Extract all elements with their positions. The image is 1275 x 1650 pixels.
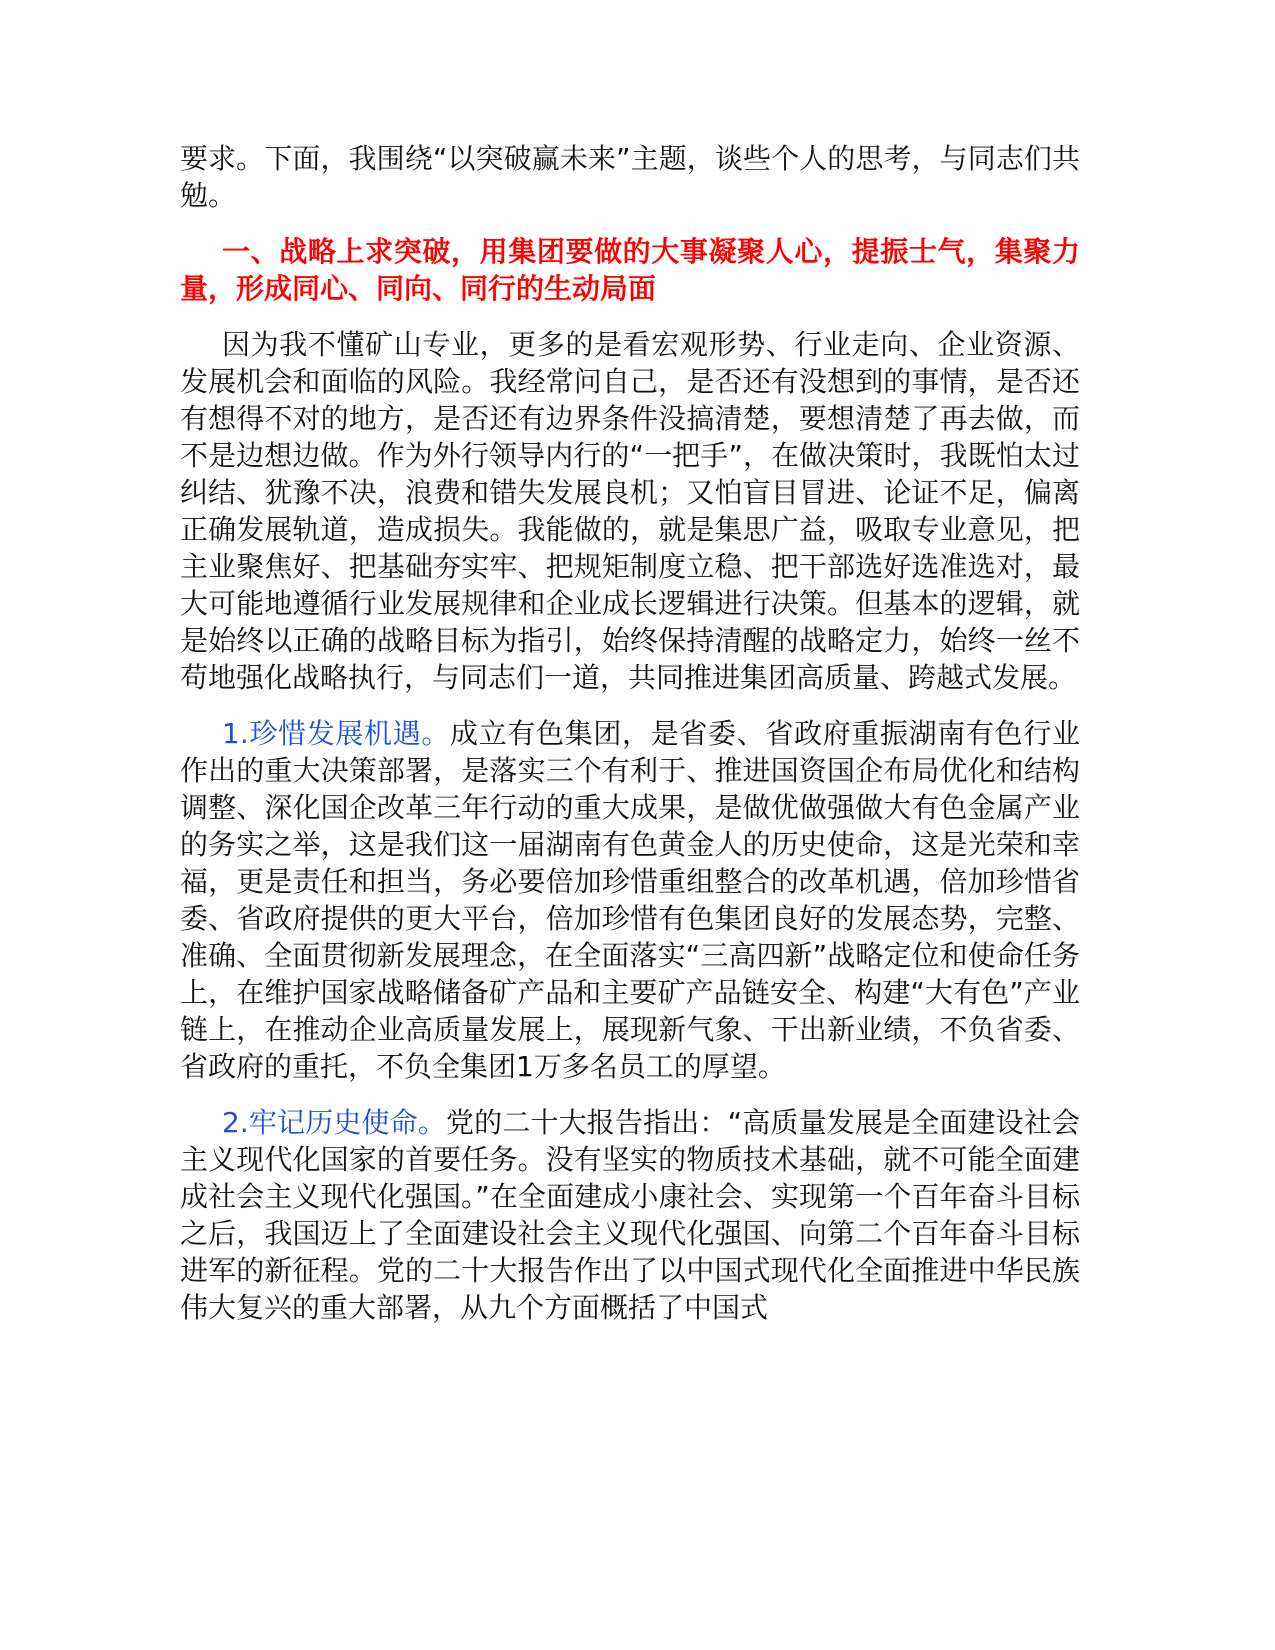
paragraph-historic-mission — [180, 1104, 1080, 1326]
paragraph-cherish-opportunity — [180, 715, 1080, 1085]
subheading-historic-mission: 2.牢记历史使命。 — [222, 1106, 446, 1139]
paragraph-body: 党的二十大报告指出：“高质量发展是全面建设社会主义现代化国家的首要任务。没有坚实的物质技术基础，就不可能全面建成社会主义现代化强国。”在全面建成小康社会、实现第一个百年奋斗目标之后，我国迈上了全面建设社会主义现代化强国、向第二个百年奋斗目标进军的新征程。党的二十大报告作出了以中国式现代化全面推进中华民族伟大复兴的重大部署，从九个方面概括了中国式 — [180, 1106, 1081, 1324]
subheading-cherish-opportunity: 1.珍惜发展机遇。 — [222, 717, 451, 750]
paragraph-strategy-intro: 因为我不懂矿山专业，更多的是看宏观形势、行业走向、企业资源、发展机会和面临的风险。我经常问自己，是否还有没想到的事情，是否还有想得不对的地方，是否还有边界条件没搞清楚，要想清楚了再去做，而不是边想边做。作为外行领导内行的“一把手”，在做决策时，我既怕太过纠结、犹豫不决，浪费和错失发展良机；又怕盲目冒进、论证不足，偏离正确发展轨道，造成损失。我能做的，就是集思广益，吸取专业意见，把主业聚焦好、把基础夯实牢、把规矩制度立稳、把干部选好选准选对，最大可能地遵循行业发展规律和企业成长逻辑进行决策。但基本的逻辑，就是始终以正确的战略目标为指引，始终保持清醒的战略定力，始终一丝不苟地强化战略执行，与同志们一道，共同推进集团高质量、跨越式发展。 — [180, 328, 1080, 694]
document-page — [180, 140, 1080, 1326]
paragraph-continuation: 要求。下面，我围绕“以突破赢未来”主题，谈些个人的思考，与同志们共勉。 — [180, 142, 1080, 212]
section-heading-strategy: 一、战略上求突破，用集团要做的大事凝聚人心，提振士气，集聚力量，形成同心、同向、同行的生动局面 — [180, 235, 1080, 305]
paragraph-body: 成立有色集团，是省委、省政府重振湖南有色行业作出的重大决策部署，是落实三个有利于、推进国资国企布局优化和结构调整、深化国企改革三年行动的重大成果，是做优做强做大有色金属产业的务实之举，这是我们这一届湖南有色黄金人的历史使命，这是光荣和幸福，更是责任和担当，务必要倍加珍惜重组整合的改革机遇，倍加珍惜省委、省政府提供的更大平台，倍加珍惜有色集团良好的发展态势，完整、准确、全面贯彻新发展理念，在全面落实“三高四新”战略定位和使命任务上，在维护国家战略储备矿产品和主要矿产品链安全、构建“大有色”产业链上，在推动企业高质量发展上，展现新气象、干出新业绩，不负省委、省政府的重托，不负全集团1万多名员工的厚望。 — [180, 717, 1080, 1083]
